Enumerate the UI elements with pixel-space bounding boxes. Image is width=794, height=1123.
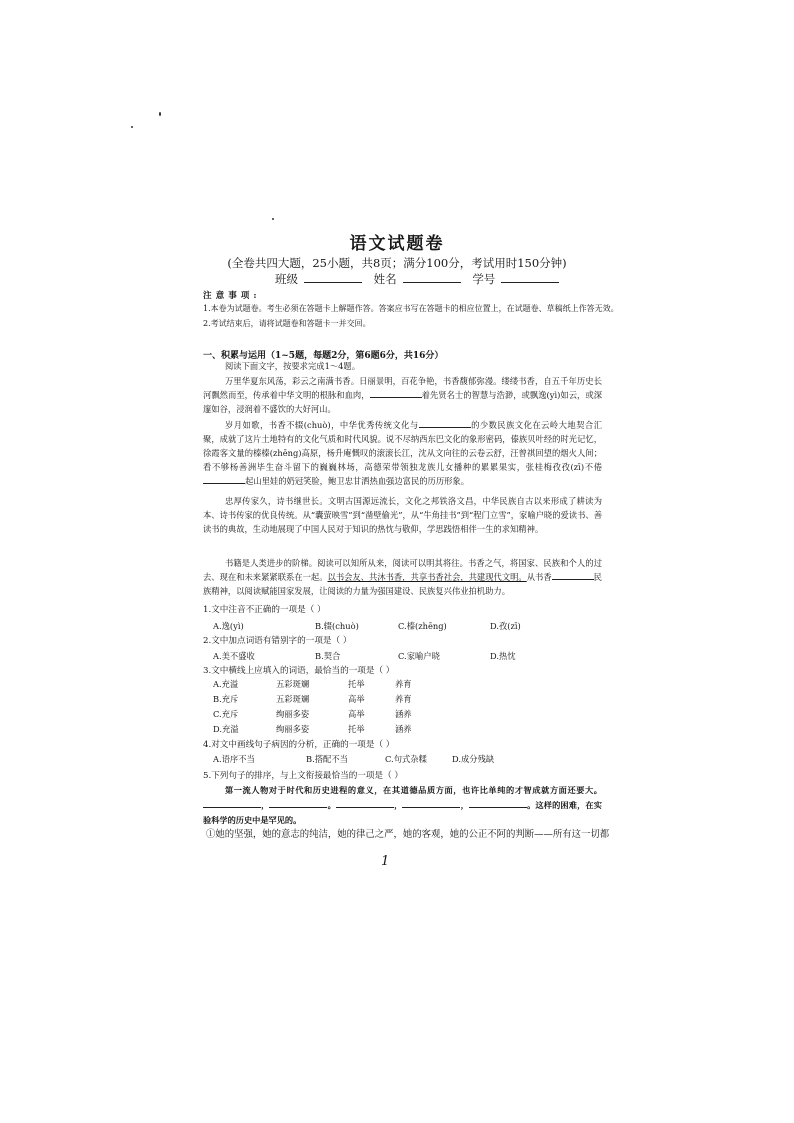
passage-text: 书籍是人类进步的阶梯。阅读可以知所从来，阅读可以明其将往。书香之气，将国家、民族和个人的过去、现在和未来紧紧联系在一起。 [203, 558, 602, 582]
notes-heading: 注意事项: [203, 291, 261, 301]
question-3-word: 托举 [348, 679, 365, 689]
question-1-option[interactable]: C.榛(zhēng) [398, 621, 447, 631]
scan-speck [131, 126, 133, 128]
question-4-option[interactable]: C.句式杂糅 [385, 754, 427, 764]
question-3-option[interactable]: A.充溢 [213, 679, 239, 689]
passage-text: 岁月如歌，书香不辍(chuò)，中华优秀传统文化与 [225, 420, 419, 430]
underlined-sentence: 以书会友、共沐书香，共享书香社会，共建现代文明。 [327, 572, 527, 582]
passage-text: 第一流人物对于时代和历史进程的意义，在其道德品质方面，也许比单纯的才智成就方面还要大。 [225, 785, 602, 795]
question-1-stem: 1.文中注音不正确的一项是（ ） [203, 605, 326, 615]
student-info-line [275, 271, 567, 287]
question-5-sentence-1: ①她的坚强，她的意志的纯洁，她的律己之严，她的客观，她的公正不阿的判断——所有这一切都 [206, 829, 610, 840]
passage-paragraph-2 [203, 418, 602, 488]
question-4-option[interactable]: D.成分残缺 [452, 754, 495, 764]
question-3-word: 养育 [395, 694, 412, 704]
question-3-word: 高举 [348, 694, 365, 704]
class-label: 班级 [275, 272, 298, 286]
question-3-word: 高举 [348, 709, 365, 719]
note-item: 1.本卷为试题卷。考生必须在答题卡上解题作答。答案应书写在答题卡的相应位置上，在试题卷、草稿纸上作答无效。 [203, 304, 619, 313]
question-2-option[interactable]: D.热忱 [490, 651, 516, 661]
question-2-stem: 2.文中加点词语有错别字的一项是（ ） [203, 636, 352, 646]
fill-blank [203, 798, 261, 808]
fill-blank [203, 474, 245, 484]
fill-blank [469, 798, 527, 808]
note-item: 2.考试结束后，请将试题卷和答题卡一并交回。 [203, 319, 371, 328]
passage-paragraph-1 [203, 374, 602, 416]
name-label: 姓名 [373, 272, 397, 286]
passage-text: 万里华夏东风荡，彩云之南满书香。日丽景明，百花争艳，书香馥郁弥漫。缕缕书香，自五千年历史长河飘然而至，传承着中华文明的根脉和血肉， [203, 376, 602, 400]
question-4-option[interactable]: B.搭配不当 [306, 754, 348, 764]
id-blank [501, 271, 559, 283]
question-3-word: 绚丽多姿 [276, 709, 310, 719]
page-number: 1 [381, 854, 390, 869]
passage-text: 。这样的困难，在实验科学的历史中是罕见的。 [203, 800, 602, 825]
question-5-stem: 5.下列句子的排序，与上文衔接最恰当的一项是（ ） [203, 771, 403, 781]
fill-blank [370, 388, 422, 398]
passage-text: 民族精神，以阅读赋能国家发展，让阅读的力量为强国建设、民族复兴伟业拍机助力。 [203, 572, 602, 596]
passage-paragraph-3: 忠厚传家久，诗书继世长。文明古国源远流长，文化之邦铁洛文昌，中华民族自古以来形成了耕读为本、诗书传家的优良传统。从“囊萤映雪”到“凿壁偷光”，从“牛角挂书”到“程门立雪”，家喻户晓的爱读书、善读书的典故，生动地展现了中国人民对于知识的热忱与敬仰，学思践悟相伴一生的求知精神。 [203, 496, 602, 534]
scan-speck [159, 112, 161, 116]
question-1-option[interactable]: D.孜(zī) [490, 621, 521, 631]
question-3-word: 绚丽多姿 [276, 724, 310, 734]
question-3-word: 涵养 [395, 709, 412, 719]
question-3-stem: 3.文中横线上应填入的词语，最恰当的一项是（ ） [203, 666, 395, 676]
fill-blank [552, 570, 594, 580]
question-4-stem: 4.对文中画线句子病因的分析，正确的一项是（ ） [203, 740, 395, 750]
question-3-word: 五彩斑斓 [276, 679, 310, 689]
passage-text: 着先贤名士的智慧与浩渺，或飘逸(yì)如云，或深邃如谷，浸润着不盛饮的大好河山。 [203, 390, 602, 414]
question-5-passage: 第一流人物对于时代和历史进程的意义，在其道德品质方面，也许比单纯的才智成就方面还要大。， 。 ， ， 。这样的困难，在实验科学的历史中是罕见的。 [203, 785, 602, 825]
passage-text: 的少数民族文化在云岭大地契合汇聚，成就了这片土地特有的文化气质和时代风貌。说不尽纳西东巴文化的象形密码，傣族贝叶经的时光记忆，徐霞客文量的榛榛(zhēng)高原，杨升庵慨叹的滚滚长江，沈从文向往的云卷云舒，汪曾祺回望的烟火人间；看不够杨善洲毕生奋斗留下的巍巍林场，高德荣带领独龙族儿女播种的累累果实，张桂梅孜孜(zī)不倦 [203, 420, 602, 472]
exam-title: 语文试题卷 [349, 234, 445, 254]
question-3-option[interactable]: C.充斥 [213, 709, 239, 719]
fill-blank [419, 418, 471, 428]
class-blank [304, 271, 362, 283]
name-blank [403, 271, 461, 283]
question-3-word: 五彩斑斓 [276, 694, 310, 704]
question-1-option[interactable]: B.辍(chuò) [315, 621, 359, 631]
section-heading: 一、积累与运用（1~5题，每题2分，第6题6分，共16分） [203, 351, 444, 361]
question-3-option[interactable]: D.充溢 [213, 724, 239, 734]
question-2-option[interactable]: C.家喻户晓 [398, 651, 440, 661]
passage-text: 起山里娃的奶冠笑脸，鲍卫忠甘洒热血强边富民的历历形象。 [245, 476, 470, 486]
question-2-option[interactable]: A.美不盛收 [213, 651, 255, 661]
question-3-option[interactable]: B.充斥 [213, 694, 239, 704]
question-3-word: 涵养 [395, 724, 412, 734]
passage-text: 从书香 [526, 572, 552, 582]
question-4-option[interactable]: A.语序不当 [213, 754, 255, 764]
passage-paragraph-4 [203, 556, 602, 598]
question-1-option[interactable]: A.逸(yì) [213, 621, 244, 631]
id-label: 学号 [472, 272, 496, 286]
fill-blank [269, 798, 327, 808]
question-3-word: 托举 [348, 724, 365, 734]
reading-instruction: 阅读下面文字，按要求完成1～4题。 [225, 361, 361, 371]
fill-blank [402, 798, 460, 808]
fill-blank [336, 798, 394, 808]
exam-subtitle: (全卷共四大题，25小题，共8页；满分100分，考试用时150分钟) [227, 256, 567, 270]
scan-speck [272, 218, 274, 220]
question-2-option[interactable]: B.契合 [315, 651, 341, 661]
question-3-word: 养育 [395, 679, 412, 689]
